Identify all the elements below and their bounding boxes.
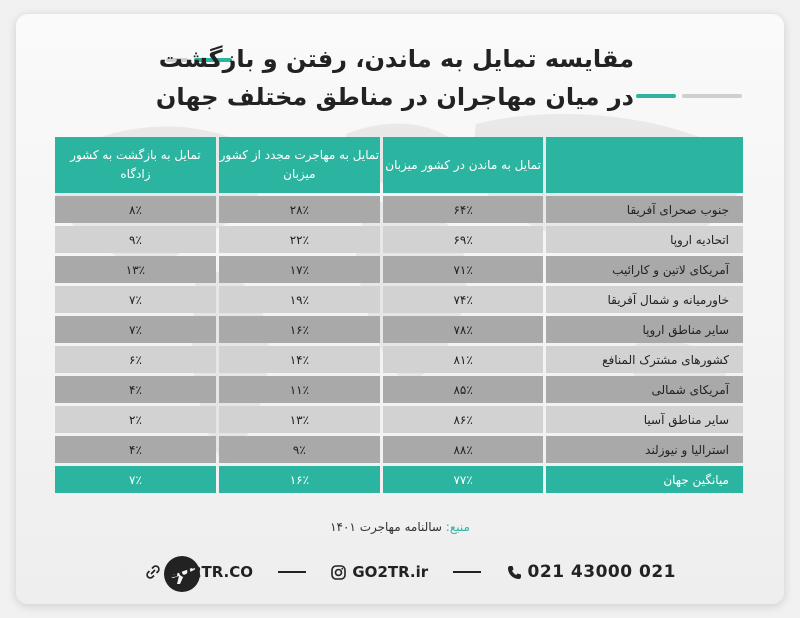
title-decoration-line — [636, 94, 676, 98]
cell-region: سایر مناطق اروپا — [546, 316, 743, 343]
cell-return: ۶٪ — [55, 346, 216, 373]
cell-remigrate: ۱۶٪ — [219, 316, 380, 343]
footer-contacts — [146, 552, 676, 592]
footer-separator — [453, 571, 481, 573]
cell-region: میانگین جهان — [546, 466, 743, 493]
phone-icon — [507, 565, 522, 580]
instagram-link[interactable] — [331, 563, 428, 581]
table-row — [55, 196, 743, 223]
table-row — [55, 286, 743, 313]
cell-region: آمریکای لاتین و کارائیب — [546, 256, 743, 283]
source-text: سالنامه مهاجرت ۱۴۰۱ — [330, 520, 442, 534]
footer-separator — [278, 571, 306, 573]
cell-stay: ۸۱٪ — [383, 346, 544, 373]
cell-return: ۴٪ — [55, 376, 216, 403]
comparison-table — [52, 134, 746, 496]
table-row — [55, 406, 743, 433]
cell-remigrate: ۱۴٪ — [219, 346, 380, 373]
cell-region: جنوب صحرای آفریقا — [546, 196, 743, 223]
cell-remigrate: ۹٪ — [219, 436, 380, 463]
cell-return: ۱۳٪ — [55, 256, 216, 283]
cell-region: سایر مناطق آسیا — [546, 406, 743, 433]
source-note — [16, 520, 784, 534]
cell-stay: ۷۸٪ — [383, 316, 544, 343]
cell-region: خاورمیانه و شمال آفریقا — [546, 286, 743, 313]
cell-remigrate: ۲۸٪ — [219, 196, 380, 223]
header-remigrate: تمایل به مهاجرت مجدد از کشور میزبان — [219, 137, 380, 193]
cell-remigrate: ۲۲٪ — [219, 226, 380, 253]
table-row-average — [55, 466, 743, 493]
website-link[interactable] — [146, 563, 253, 581]
table-row — [55, 256, 743, 283]
cell-return: ۸٪ — [55, 196, 216, 223]
title-line-2: در میان مهاجران در مناطق مختلف جهان — [155, 83, 634, 111]
cell-remigrate: ۱۳٪ — [219, 406, 380, 433]
header-return: تمایل به بازگشت به کشور زادگاه — [55, 137, 216, 193]
cell-region: اتحادیه اروپا — [546, 226, 743, 253]
cell-stay: ۸۸٪ — [383, 436, 544, 463]
table-row — [55, 226, 743, 253]
cell-stay: ۶۹٪ — [383, 226, 544, 253]
phone-number: 021 43000 021 — [527, 562, 676, 582]
table-header-row — [55, 137, 743, 193]
cell-stay: ۸۶٪ — [383, 406, 544, 433]
instagram-icon — [331, 565, 346, 580]
table-row — [55, 376, 743, 403]
cell-remigrate: ۱۹٪ — [219, 286, 380, 313]
instagram-text: GO2TR.ir — [352, 563, 429, 581]
cell-return: ۹٪ — [55, 226, 216, 253]
cell-region: آمریکای شمالی — [546, 376, 743, 403]
website-text: GO2TR.CO — [166, 563, 254, 581]
phone-link[interactable] — [507, 562, 676, 582]
title-line-1: مقایسه تمایل به ماندن، رفتن و بازگشت — [158, 45, 634, 73]
cell-return: ۲٪ — [55, 406, 216, 433]
cell-region: کشورهای مشترک المنافع — [546, 346, 743, 373]
cell-return: ۷٪ — [55, 316, 216, 343]
cell-remigrate: ۱۶٪ — [219, 466, 380, 493]
link-icon — [146, 565, 160, 579]
cell-stay: ۸۵٪ — [383, 376, 544, 403]
cell-region: استرالیا و نیوزلند — [546, 436, 743, 463]
infographic-card — [16, 14, 784, 604]
cell-return: ۴٪ — [55, 436, 216, 463]
cell-stay: ۶۴٪ — [383, 196, 544, 223]
cell-remigrate: ۱۷٪ — [219, 256, 380, 283]
source-label: منبع: — [445, 520, 470, 534]
cell-return: ۷٪ — [55, 466, 216, 493]
table-row — [55, 346, 743, 373]
cell-return: ۷٪ — [55, 286, 216, 313]
title-decoration-line — [682, 94, 742, 98]
page-title — [136, 40, 634, 116]
cell-stay: ۷۷٪ — [383, 466, 544, 493]
header-region — [546, 137, 743, 193]
header-stay: تمایل به ماندن در کشور میزبان — [383, 137, 544, 193]
cell-stay: ۷۴٪ — [383, 286, 544, 313]
cell-remigrate: ۱۱٪ — [219, 376, 380, 403]
table-row — [55, 436, 743, 463]
cell-stay: ۷۱٪ — [383, 256, 544, 283]
table-row — [55, 316, 743, 343]
